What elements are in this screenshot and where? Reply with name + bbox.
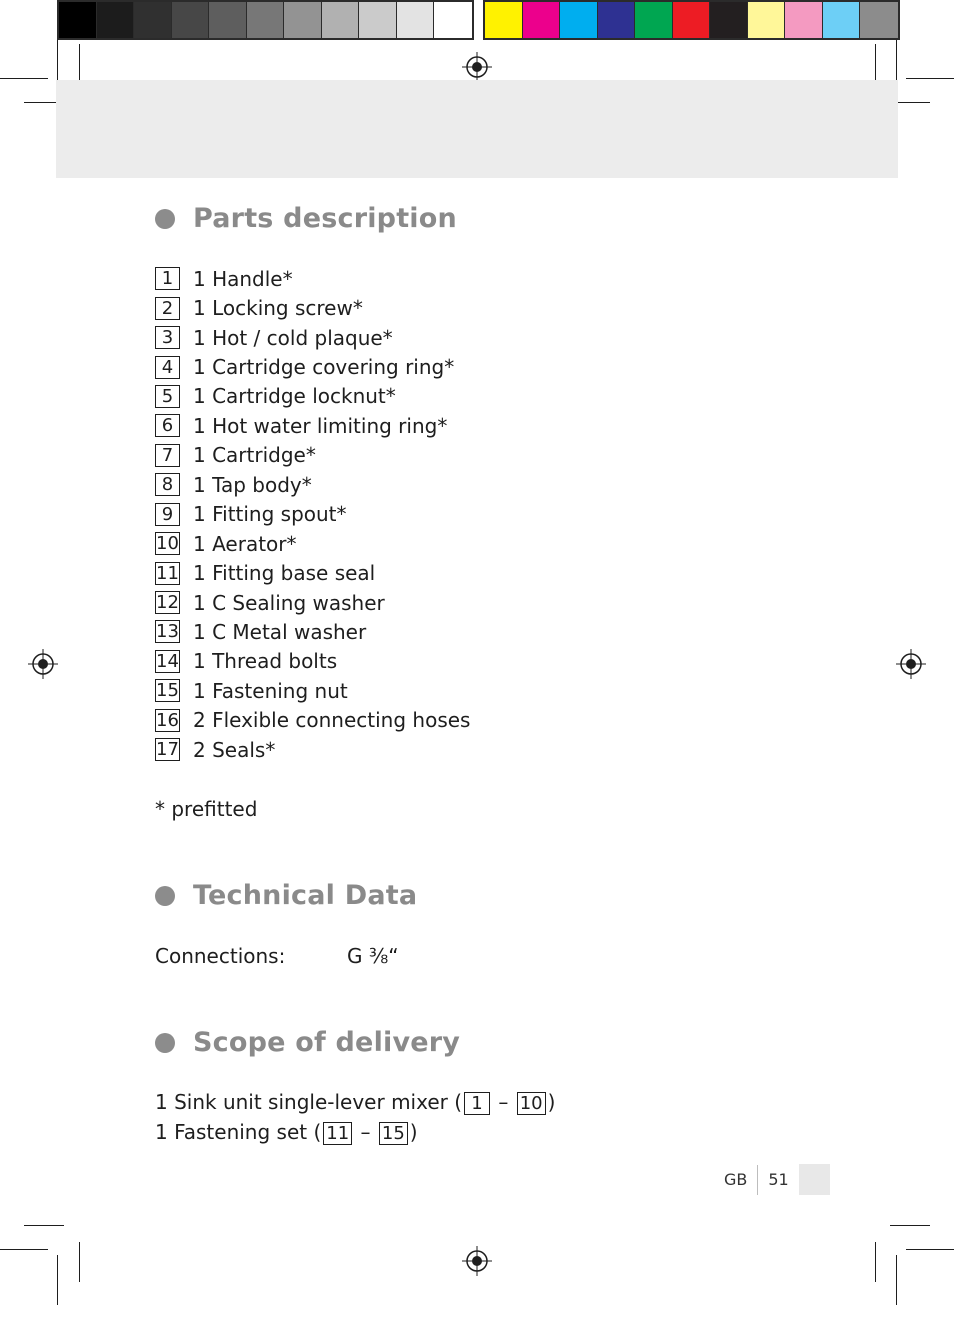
color-swatch xyxy=(673,2,711,38)
part-label: 1 Cartridge locknut* xyxy=(193,384,396,409)
scope-of-delivery-header xyxy=(155,1027,460,1058)
color-swatch xyxy=(434,2,472,38)
color-swatch xyxy=(785,2,823,38)
prefitted-footnote: * prefitted xyxy=(155,797,258,821)
part-item xyxy=(155,647,470,676)
part-item xyxy=(155,411,470,440)
part-label: 2 Seals* xyxy=(193,737,276,762)
page-tab xyxy=(799,1164,830,1195)
color-swatch xyxy=(134,2,172,38)
color-swatch xyxy=(397,2,435,38)
part-label: 2 Flexible connecting hoses xyxy=(193,708,471,733)
part-number-box: 9 xyxy=(155,503,180,526)
part-item xyxy=(155,617,470,646)
color-swatch xyxy=(635,2,673,38)
trim-mark xyxy=(0,1249,48,1250)
part-number-box: 1 xyxy=(155,267,180,290)
color-swatch xyxy=(209,2,247,38)
page-footer xyxy=(724,1164,830,1195)
part-number-box: 10 xyxy=(517,1092,546,1115)
parts-list xyxy=(155,264,470,764)
language-code: GB xyxy=(724,1170,748,1189)
part-label: 1 Hot / cold plaque* xyxy=(193,325,393,350)
part-item xyxy=(155,558,470,587)
part-number-box: 5 xyxy=(155,385,180,408)
footer-divider xyxy=(757,1165,758,1195)
trim-mark xyxy=(875,1242,876,1282)
part-item xyxy=(155,706,470,735)
trim-mark xyxy=(906,1249,954,1250)
process-color-bar xyxy=(483,0,900,40)
part-item xyxy=(155,500,470,529)
color-swatch xyxy=(598,2,636,38)
trim-mark xyxy=(0,78,48,79)
part-label: 1 Fitting base seal xyxy=(193,561,376,586)
part-label: 1 Fastening nut xyxy=(193,678,348,703)
range-dash: – xyxy=(498,1090,509,1114)
technical-data-title: Technical Data xyxy=(193,880,418,911)
part-item xyxy=(155,676,470,705)
color-swatch xyxy=(322,2,360,38)
part-item xyxy=(155,735,470,764)
part-number-box: 12 xyxy=(156,592,179,614)
color-swatch xyxy=(860,2,898,38)
registration-mark-icon xyxy=(896,649,926,679)
parts-description-title: Parts description xyxy=(193,203,457,234)
connections-label: Connections: xyxy=(155,944,286,968)
part-number-box: 15 xyxy=(379,1122,408,1145)
delivery-text: 1 Fastening set ( xyxy=(155,1120,322,1144)
color-swatch xyxy=(247,2,285,38)
part-label: 1 Tap body* xyxy=(193,472,312,497)
part-item xyxy=(155,323,470,352)
part-number-box: 17 xyxy=(156,739,179,761)
part-number-box: 3 xyxy=(155,326,180,349)
trim-mark xyxy=(906,78,954,79)
bullet-icon xyxy=(155,1033,175,1053)
part-item xyxy=(155,264,470,293)
part-number-box: 15 xyxy=(156,680,179,702)
part-item xyxy=(155,529,470,558)
color-swatch xyxy=(59,2,97,38)
color-swatch xyxy=(97,2,135,38)
part-label: 1 Thread bolts xyxy=(193,649,338,674)
part-label: 1 C Sealing washer xyxy=(193,590,385,615)
registration-mark-icon xyxy=(462,1246,492,1276)
bullet-icon xyxy=(155,886,175,906)
grayscale-color-bar xyxy=(57,0,474,40)
color-swatch xyxy=(748,2,786,38)
trim-mark xyxy=(896,1255,897,1305)
part-label: 1 C Metal washer xyxy=(193,619,367,644)
trim-mark xyxy=(57,1255,58,1305)
color-swatch xyxy=(284,2,322,38)
part-number-box: 7 xyxy=(155,444,180,467)
part-item xyxy=(155,470,470,499)
parts-description-header xyxy=(155,203,457,234)
part-item xyxy=(155,382,470,411)
delivery-text: 1 Sink unit single-lever mixer ( xyxy=(155,1090,463,1114)
color-swatch xyxy=(485,2,523,38)
registration-mark-icon xyxy=(462,52,492,82)
part-number-box: 11 xyxy=(323,1122,352,1145)
delivery-text: ) xyxy=(409,1120,418,1144)
color-swatch xyxy=(560,2,598,38)
delivery-text: ) xyxy=(547,1090,556,1114)
part-number-box: 2 xyxy=(155,297,180,320)
trim-mark xyxy=(24,1225,64,1226)
trim-mark xyxy=(79,1242,80,1282)
color-swatch xyxy=(359,2,397,38)
trim-mark xyxy=(890,1225,930,1226)
color-swatch xyxy=(172,2,210,38)
page-number: 51 xyxy=(768,1170,789,1189)
part-number-box: 11 xyxy=(156,562,179,584)
range-dash: – xyxy=(360,1120,371,1144)
part-label: 1 Cartridge* xyxy=(193,443,316,468)
color-swatch xyxy=(710,2,748,38)
part-label: 1 Locking screw* xyxy=(193,296,363,321)
part-item xyxy=(155,441,470,470)
part-number-box: 1 xyxy=(464,1092,490,1115)
scope-of-delivery-title: Scope of delivery xyxy=(193,1027,461,1058)
header-band xyxy=(56,80,898,178)
part-label: 1 Fitting spout* xyxy=(193,502,347,527)
color-swatch xyxy=(523,2,561,38)
connections-value: G ⅜“ xyxy=(347,944,399,968)
part-number-box: 6 xyxy=(155,414,180,437)
part-item xyxy=(155,293,470,322)
part-number-box: 8 xyxy=(155,473,180,496)
part-label: 1 Hot water limiting ring* xyxy=(193,413,448,438)
part-number-box: 4 xyxy=(155,356,180,379)
delivery-line-mixer xyxy=(155,1090,555,1115)
part-label: 1 Cartridge covering ring* xyxy=(193,355,455,380)
part-item xyxy=(155,352,470,381)
registration-mark-icon xyxy=(28,649,58,679)
part-number-box: 16 xyxy=(156,709,179,731)
part-number-box: 14 xyxy=(156,650,179,672)
technical-data-header xyxy=(155,880,417,911)
delivery-line-fastening xyxy=(155,1120,418,1145)
part-label: 1 Aerator* xyxy=(193,531,297,556)
color-swatch xyxy=(823,2,861,38)
part-number-box: 13 xyxy=(156,621,179,643)
part-item xyxy=(155,588,470,617)
part-label: 1 Handle* xyxy=(193,266,293,291)
part-number-box: 10 xyxy=(156,533,179,555)
bullet-icon xyxy=(155,209,175,229)
